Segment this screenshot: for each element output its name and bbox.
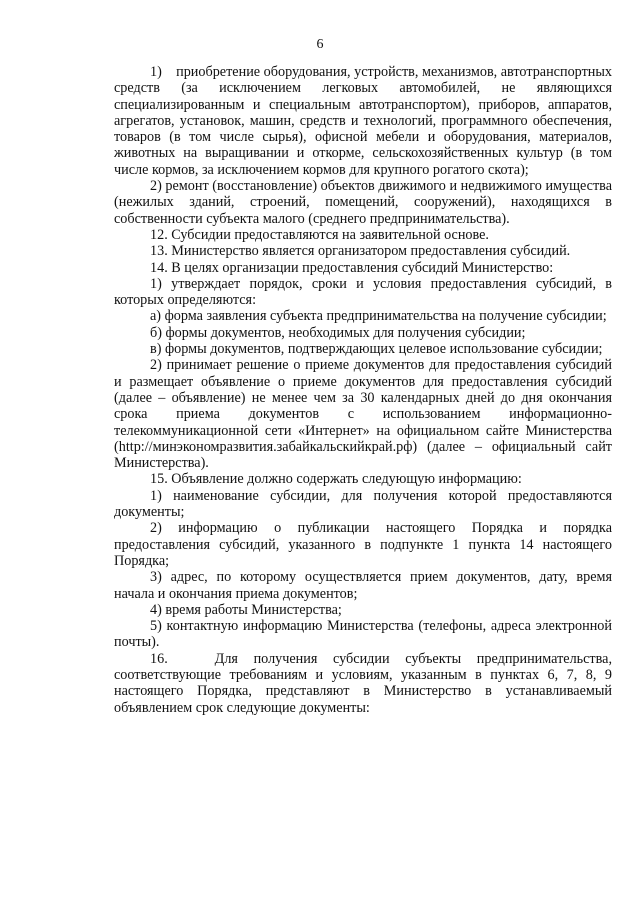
paragraph-clause-14-subitem-v: в) формы документов, подтверждающих целевое использование субсидии; — [150, 341, 603, 358]
paragraph-clause-15: 15. Объявление должно содержать следующую информацию: — [150, 471, 522, 488]
paragraph-clause-14-subitem-a: а) форма заявления субъекта предпринимательства на получение субсидии; — [150, 308, 607, 325]
document-body — [114, 64, 612, 716]
page-number: 6 — [316, 37, 324, 52]
paragraph-clause-14: 14. В целях организации предоставления субсидий Министерство: — [150, 259, 554, 276]
paragraph-item-2-repair: 2) ремонт (восстановление) объектов движимого и недвижимого имущества (нежилых зданий, строений, помещений, сооружений), находящихся в собственности субъекта малого (среднего предпринимательства). — [114, 178, 612, 227]
paragraph-clause-14-subitem-b: б) формы документов, необходимых для получения субсидии; — [150, 324, 526, 341]
paragraph-clause-15-item-2: 2) информацию о публикации настоящего Порядка и порядка предоставления субсидий, указанного в подпункте 1 пункта 14 настоящего Порядка; — [114, 520, 612, 569]
paragraph-clause-14-item-1: 1) утверждает порядок, сроки и условия предоставления субсидий, в которых определяются: — [114, 275, 612, 309]
paragraph-clause-15-item-5: 5) контактную информацию Министерства (телефоны, адреса электронной почты). — [114, 618, 612, 651]
paragraph-clause-13: 13. Министерство является организатором предоставления субсидий. — [150, 243, 571, 260]
paragraph-clause-15-item-4: 4) время работы Министерства; — [150, 601, 342, 618]
paragraph-item-1-acquisition: 1) приобретение оборудования, устройств, механизмов, автотранспортных средств (за исключением легковых автомобилей, не являющихся специализированным и специальным автотранспортом), приборов, аппаратов, агрегатов, установок, машин, средств и технологий, программного обеспечения, товаров (в том числе сырья), офисной мебели и оборудования, материалов, животных на выращивании и откорме, сельскохозяйственных культур (в том числе кормов, за исключением кормов для крупного рогатого скота); — [114, 64, 612, 178]
paragraph-clause-16: 16. Для получения субсидии субъекты предпринимательства, соответствующие требованиям и условиям, указанным в пунктах 6, 7, 8, 9 настоящего Порядка, представляют в Министерство в устанавливаемый объявлением срок следующие документы: — [114, 650, 612, 716]
paragraph-clause-15-item-1: 1) наименование субсидии, для получения которой предоставляются документы; — [114, 487, 612, 521]
paragraph-clause-14-item-2: 2) принимает решение о приеме документов для предоставления субсидий и размещает объявление о приеме документов для предоставления субсидий (далее – объявление) не менее чем за 30 календарных дней до дня окончания срока приема документов с использованием информационно-телекоммуникационной сети «Интернет» на официальном сайте Министерства (http://минэкономразвития.забайкальскийкрай.рф) (далее – официальный сайт Министерства). — [114, 357, 612, 472]
paragraph-clause-12: 12. Субсидии предоставляются на заявительной основе. — [150, 226, 489, 243]
paragraph-clause-15-item-3: 3) адрес, по которому осуществляется прием документов, дату, время начала и окончания приема документов; — [114, 569, 612, 602]
